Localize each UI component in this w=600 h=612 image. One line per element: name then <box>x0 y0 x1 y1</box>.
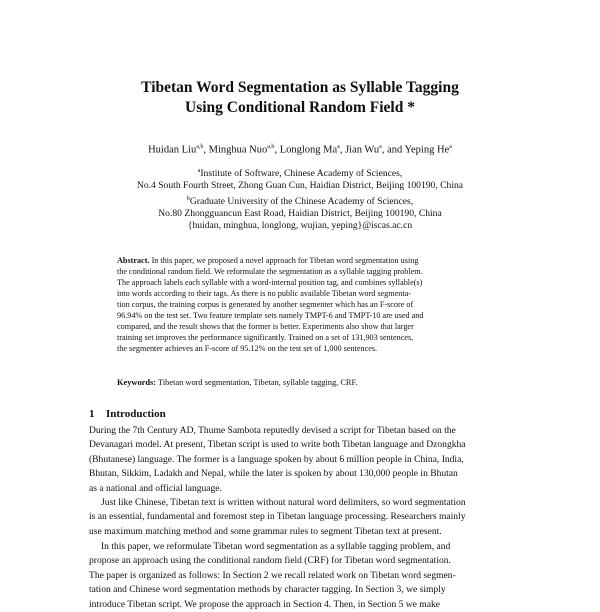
author-affil-mark: a,b <box>267 144 275 150</box>
keywords <box>117 378 483 387</box>
abstract-line: Abstract. In this paper, we proposed a novel approach for Tibetan word segmentation using <box>117 256 419 265</box>
abstract-line: compared, and the result shows that the former is better. Experiments also show that larger <box>117 322 414 332</box>
author-name: Yeping He <box>404 144 450 156</box>
section-number: 1 <box>89 408 95 420</box>
abstract-line: into words according to their tags. As there is no public available Tibetan word segmenta- <box>117 289 412 299</box>
affiliation-b-name: $^b$Graduate University of the Chinese Academy of Sciences, <box>186 195 414 207</box>
affiliation-a-name: $^a$Institute of Software, Chinese Academy of Sciences, <box>197 168 403 180</box>
paper-title <box>0 78 600 118</box>
author-affil-mark: a <box>449 144 452 150</box>
author-list: Huidan Liu$^{a,b}$, Minghua Nuo$^{a,b}$, Longlong Ma$^a$, Jian Wu$^a$, and Yeping He$^a$ <box>148 144 452 156</box>
body-line: Devanagari model. At present, Tibetan script is used to write both Tibetan language and Dzongkha <box>89 439 466 451</box>
body-line: tation and Chinese word segmentation methods by character tagging. In Section 3, we simply <box>89 584 446 596</box>
body-line: In this paper, we reformulate Tibetan word segmentation as a syllable tagging problem, and <box>101 541 451 552</box>
abstract-line: 96.94% on the test set. Two feature template sets namely TMPT-6 and TMPT-10 are used and <box>117 311 424 321</box>
author-name: Jian Wu <box>345 144 380 156</box>
abstract <box>117 255 483 354</box>
body-line: is an essential, fundamental and foremost step in Tibetan language processing. Researchers mainly <box>89 511 466 523</box>
abstract-line: the segmenter achieves an F-score of 95.12% on the test set of 1,000 sentences. <box>117 344 378 354</box>
paragraph-3 <box>89 540 511 612</box>
author-affil-mark: a <box>337 144 340 150</box>
body-line: Just like Chinese, Tibetan text is written without natural word delimiters, so word segmentation <box>101 497 466 508</box>
author-name: Huidan Liu <box>148 144 197 156</box>
affiliations <box>0 165 600 232</box>
body-line: Bhutan, Sikkim, Ladakh and Nepal, while the later is spoken by about 130,000 people in Bhutan <box>89 468 458 480</box>
body-line: propose an approach using the conditional random field (CRF) for Tibetan word segmentation. <box>89 555 451 567</box>
keywords-label: Keywords: <box>117 378 157 387</box>
section-heading <box>89 408 166 420</box>
author-affil-mark: a <box>379 144 382 150</box>
abstract-line: training set improves the performance significantly. Trained on a set of 131,903 sentences, <box>117 333 414 343</box>
title-line-2: Using Conditional Random Field * <box>185 99 415 116</box>
paragraph-2 <box>89 496 511 539</box>
keywords-text: Tibetan word segmentation, Tibetan, syllable tagging, CRF. <box>158 378 358 387</box>
affiliation-a-address: No.4 South Fourth Street, Zhong Guan Cun, Haidian District, Beijing 100190, China <box>136 180 464 192</box>
author-name: Minghua Nuo <box>208 144 268 156</box>
abstract-line: the conditional random field. We reformulate the segmentation as a syllable tagging problem. <box>117 267 423 277</box>
abstract-label: Abstract. <box>117 256 150 265</box>
body-line: (Bhutanese) language. The former is a language spoken by about 6 million people in China, India, <box>89 453 464 465</box>
title-line-1: Tibetan Word Segmentation as Syllable Tagging <box>141 79 459 96</box>
affiliation-b-address: No.80 Zhongguancun East Road, Haidian District, Beijing 100190, China <box>158 207 442 219</box>
abstract-line: The approach labels each syllable with a word-internal position tag, and combines syllable(s) <box>117 278 423 288</box>
section-title: Introduction <box>106 408 166 420</box>
abstract-line: tion corpus, the training corpus is generated by another segmenter which has an F-score of <box>117 300 414 310</box>
body-line: The paper is organized as follows: In Section 2 we recall related work on Tibetan word segmen- <box>89 569 456 581</box>
author-emails: {huidan, minghua, longlong, wujian, yeping}@iscas.ac.cn <box>187 220 413 232</box>
body-line: introduce Tibetan script. We propose the approach in Section 4. Then, in Section 5 we make <box>89 598 440 610</box>
body-line: During the 7th Century AD, Thume Sambota reputedly devised a script for Tibetan based on the <box>89 425 456 436</box>
body-line: use maximum matching method and some grammar rules to segment Tibetan text at present. <box>89 525 442 537</box>
author-affil-mark: a,b <box>196 144 204 150</box>
body-line: as a national and official language. <box>89 482 222 494</box>
paragraph-1 <box>89 424 511 496</box>
author-name: Longlong Ma <box>279 144 338 156</box>
